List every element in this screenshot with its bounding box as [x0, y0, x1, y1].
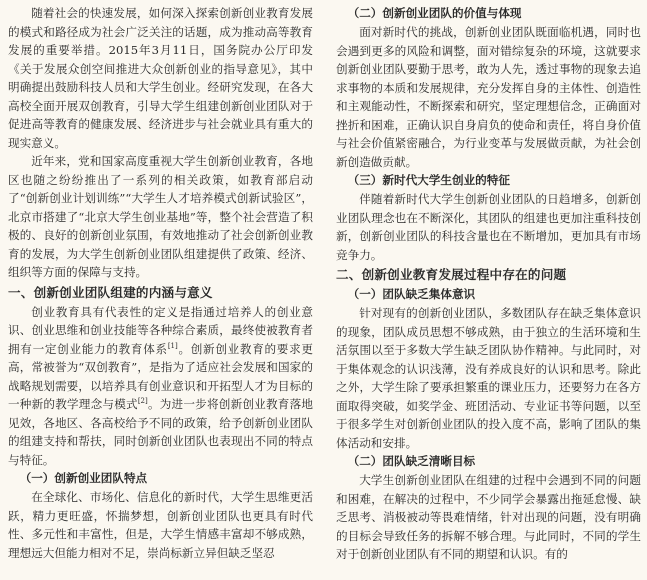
intro-paragraph-2: 近年来，党和国家高度重视大学生创新创业教育，各地区也随之纷纷推出了一系列的相关政策，如教育部启动了“创新创业计划训练”“大学生人才培养模式创新试验区”，北京市搭建了“北京大学生创业基地”等，整个社会营造了积极的、良好的创新创业氛围，有效地推动了社会创新创业教育的发展，为大学生创新创业团队组建提供了政策、经济、组织等方面的保障与支持。: [8, 154, 313, 279]
subsection-1-1-paragraph: 在全球化、市场化、信息化的新时代，大学生思维更活跃，精力更旺盛，怀揣梦想，创新创业团队也更具有时代性、多元性和丰富性，但是，大学生情感丰富却不够成熟，理想远大但能力相对不足，崇尚标新立异但缺乏坚忍: [8, 490, 313, 560]
intro-paragraph-1: 随着社会的快速发展，如何深入探索创新创业教育发展的模式和路径成为社会广泛关注的话题，成为推动高等教育发展的重要举措。2015年3月11日，国务院办公厅印发《关于发展众创空间推进大众创新创业的指导意见》，其中明确提出鼓励科技人员和大学生创业。经研究发现，在各大高校全面开展双创教育，引导大学生组建创新创业团队对于促进高等教育的健康发展、经济进步与社会就业具有重大的现实意义。: [8, 6, 313, 150]
subsection-2-2-paragraph: 大学生创新创业团队在组建的过程中会遇到不同的问题和困难，在解决的过程中，不少同学会暴露出拖延怠慢、缺乏思考、消极被动等畏难情绪，针对出现的问题，没有明确的目标会导致任务的拆解不够合理。与此同时，不同的学生对于创新创业团队有不同的期望和认识。有的: [336, 473, 641, 561]
subsection-1-2-paragraph: 面对新时代的挑战，创新创业团队既面临机遇，同时也会遇到更多的风险和调整，面对错综复杂的环境，这就要求创新创业团队要勤于思考，敢为人先，透过事物的现象去追求事物的本质和发展规律，充分发挥自身的主体性、创造性和主观能动性，不断探索和研究，坚定理想信念，正确面对挫折和困难，正确认识自身肩负的使命和责任，将自身价值与社会价值紧密融合，为行业变革与发展做贡献，为社会创新创造做贡献。: [336, 25, 641, 169]
subheading-1-1: （一）创新创业团队特点: [19, 471, 148, 485]
section-1-text-b: 。创新创业教育的要求更高，常被誉为“双创教育”，是指为了适应社会发展和国家的战略规划需要，以培养具有创业意识和开拓型人才为目标的一种新的教学理念与模式: [8, 341, 313, 411]
left-column: [8, 4, 313, 562]
section-1-text-a: 创业教育具有代表性的定义是指通过培养人的创业意识、创业思维和创业技能等各种综合素质，最终使被教育者拥有一定创业能力的教育体系: [8, 304, 313, 356]
subsection-1-3-paragraph: 伴随着新时代大学生创新创业团队的日趋增多，创新创业团队理念也在不断深化，其团队的组建也更加注重科技创新，创新创业团队的科技含量也在不断增加，更加具有市场竞争力。: [336, 192, 641, 262]
subheading-1-2: （二）创新创业团队的价值与体现: [347, 6, 522, 20]
section-1-text-c: 。为进一步将创新创业教育落地见效，各地区、各高校给予不同的政策，给予创新创业团队的组建支持和帮扶，同时创新创业团队也表现出不同的特点与特征。: [8, 397, 313, 467]
section-heading-2: 二、创新创业教育发展过程中存在的问题: [336, 267, 567, 282]
section-1-paragraph: [8, 303, 313, 470]
citation-1: [1]: [167, 341, 178, 350]
section-heading-1: 一、创新创业团队组建的内涵与意义: [8, 284, 213, 300]
citation-2: [2]: [137, 397, 148, 406]
subheading-1-3: （三）新时代大学生创业的特征: [347, 173, 510, 187]
subsection-2-1-paragraph: 针对现有的创新创业团队，多数团队存在缺乏集体意识的现象，团队成员思想不够成熟，由于独立的生活环境和生活氛围以至于多数大学生缺乏团队协作精神。与此同时，对于集体观念的认识浅薄，没有养成良好的认识和思考。除此之外，大学生除了要承担繁重的课业压力，还要努力在各方面取得突破，如奖学金、班团活动、专业证书等问题，以至于很多学生对创新创业团队的投入度不高，影响了团队的集体活动和安排。: [336, 306, 641, 450]
subheading-2-1: （一）团队缺乏集体意识: [347, 287, 476, 301]
right-column: [336, 4, 641, 564]
subheading-2-2: （二）团队缺乏清晰目标: [347, 454, 476, 468]
